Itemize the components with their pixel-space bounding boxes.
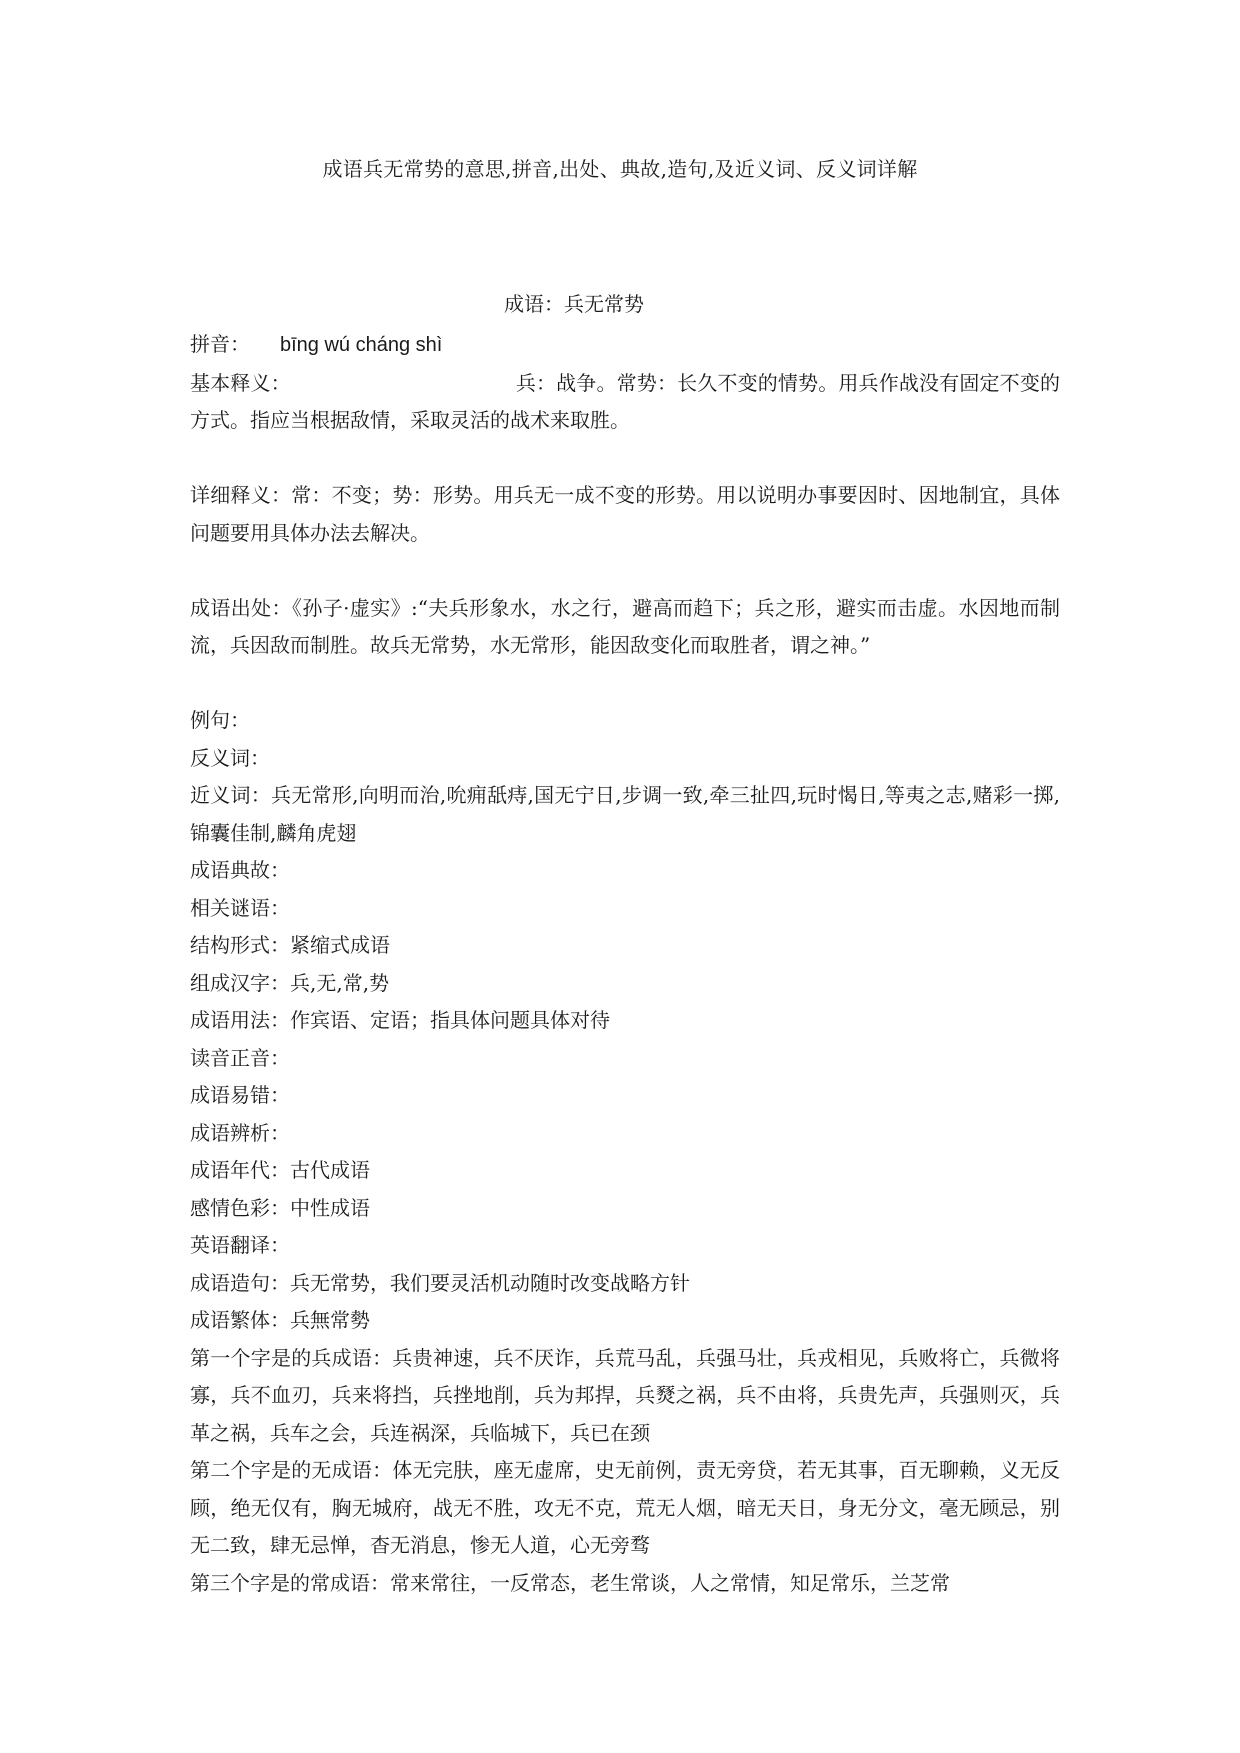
basic-meaning-label: 基本释义： [190, 370, 291, 395]
common-mistake: 成语易错： [190, 1083, 290, 1107]
antonyms: 反义词： [190, 745, 270, 770]
idiom-allusion: 成语典故： [190, 858, 290, 882]
english-translation: 英语翻译： [190, 1233, 290, 1257]
example-sentence: 例句： [190, 708, 250, 732]
idiom-era: 成语年代：古代成语 [190, 1158, 370, 1182]
component-characters: 组成汉字：兵,无,常,势 [190, 970, 390, 995]
spacer [190, 665, 1060, 703]
related-riddle: 相关谜语： [190, 895, 290, 920]
idiom-heading: 成语：兵无常势 [504, 292, 644, 316]
document-title: 成语兵无常势的意思,拼音,出处、典故,造句,及近义词、反义词详解 [322, 157, 918, 181]
second-char-idioms: 第二个字是的无成语：体无完肤，座无虚席，史无前例，责无旁贷，若无其事，百无聊赖，义无反顾，绝无仅有，胸无城府，战无不胜，攻无不克，荒无人烟，暗无天日，身无分文，毫无顾忌，别无二致，肆无忌惮，杳无消息，惨无人道，心无旁骛 [190, 1458, 1060, 1557]
pinyin-value: bīng wú cháng shì [280, 334, 443, 356]
spacer [190, 552, 1060, 590]
pronunciation-note: 读音正音： [190, 1045, 290, 1070]
spacer [190, 440, 1060, 478]
third-char-idioms: 第三个字是的常成语：常来常往，一反常态，老生常谈，人之常情，知足常乐，兰芝常 [190, 1570, 950, 1595]
sentiment-color: 感情色彩：中性成语 [190, 1195, 370, 1220]
idiom-usage: 成语用法：作宾语、定语；指具体问题具体对待 [190, 1008, 610, 1032]
idiom-source: 成语出处：《孙子·虚实》:“夫兵形象水，水之行，避高而趋下；兵之形，避实而击虚。水因地而制流，兵因敌而制胜。故兵无常势，水无常形，能因敌变化而取胜者，谓之神。” [190, 595, 1060, 657]
structure-form: 结构形式：紧缩式成语 [190, 933, 390, 957]
pinyin-label: 拼音： [190, 332, 250, 356]
basic-meaning-line [190, 365, 1060, 440]
traditional-form: 成语繁体：兵無常勢 [190, 1308, 370, 1332]
first-char-idioms: 第一个字是的兵成语：兵贵神速，兵不厌诈，兵荒马乱，兵强马壮，兵戎相见，兵败将亡，兵微将寡，兵不血刃，兵来将挡，兵挫地削，兵为邦捍，兵燹之祸，兵不由将，兵贵先声，兵强则灭，兵革之祸，兵车之会，兵连祸深，兵临城下，兵已在颈 [190, 1345, 1060, 1445]
detailed-meaning: 详细释义：常：不变；势：形势。用兵无一成不变的形势。用以说明办事要因时、因地制宜，具体问题要用具体办法去解决。 [190, 483, 1060, 545]
pinyin-line [190, 326, 1060, 365]
idiom-analysis: 成语辨析： [190, 1120, 290, 1145]
basic-meaning-value: 兵：战争。常势：长久不变的情势。用兵作战没有固定不变的方式。指应当根据敌情，采取灵活的战术来取胜。 [190, 370, 1061, 432]
synonyms: 近义词：兵无常形,向明而治,吮痈舐痔,国无宁日,步调一致,牵三扯四,玩时愒日,等夷之志,赌彩一掷,锦囊佳制,麟角虎翅 [190, 783, 1060, 845]
document-body [190, 326, 1060, 1602]
idiom-sentence: 成语造句：兵无常势，我们要灵活机动随时改变战略方针 [190, 1270, 690, 1295]
